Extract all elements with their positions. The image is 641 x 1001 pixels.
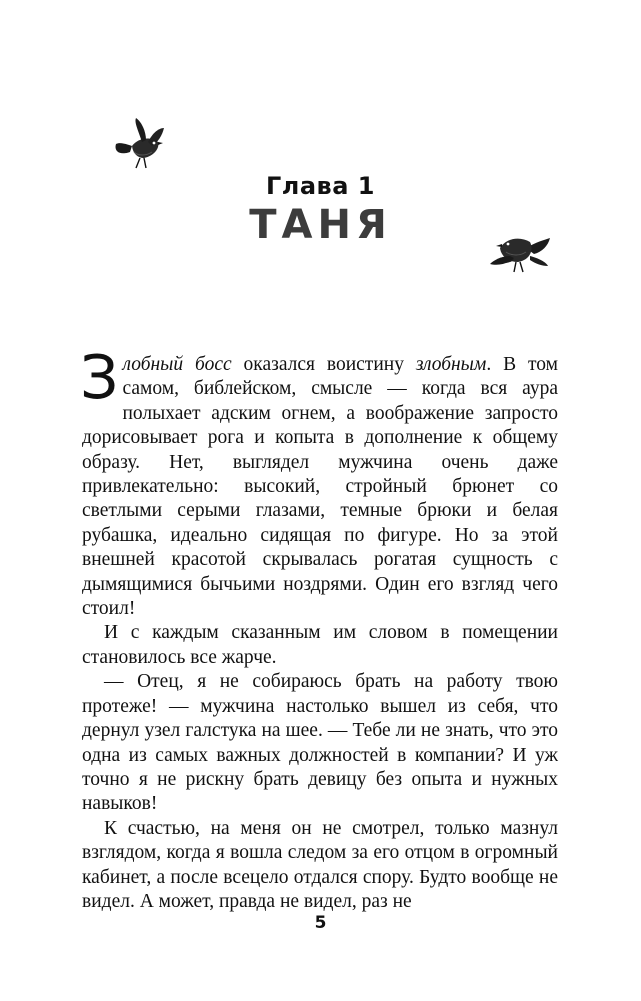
italic-phrase: злобным <box>415 354 487 375</box>
chapter-number: Глава 1 <box>265 172 375 200</box>
bird-icon <box>108 112 172 176</box>
page-number: 5 <box>314 913 327 933</box>
drop-cap: З <box>80 343 119 413</box>
paragraph <box>80 343 558 621</box>
chapter-title: ТАНЯ <box>249 202 392 248</box>
paragraph: И с каждым сказанным им словом в помещении становилось все жарче. <box>82 622 558 668</box>
body-text <box>80 343 558 914</box>
italic-phrase: лобный босс <box>122 354 232 375</box>
paragraph: К счастью, на меня он не смотрел, только мазнул взглядом, когда я вошла следом за его отцом в огромный кабинет, а после всецело отдался спору. Будто вообще не видел. А может, правда не видел, раз не <box>82 817 558 912</box>
paragraph: — Отец, я не собираюсь брать на работу твою протеже! — мужчина настолько вышел из себя, что дернул узел галстука на шее. — Тебе ли не знать, что это одна из самых важных должностей в компании? И уж точно я не рискну брать девицу без опыта и нужных навыков! <box>82 671 558 815</box>
paragraph-text: . В том самом, библейском, смысле — когда вся аура полыхает адским огнем, а воображение запросто дорисовывает рога и копыта в дополнение к общему образу. Нет, выглядел мужчина очень даже привлекательно: высокий, стройный брюнет со светлыми серыми глазами, темные брюки и белая рубашка, идеально сидящая по фигуре. Но за этой внешней красотой скрывалась рогатая сущность с дымящимися бычьими ноздрями. Один его взгляд чего стоил! <box>82 354 558 620</box>
paragraph-text: оказался воистину <box>231 354 416 375</box>
